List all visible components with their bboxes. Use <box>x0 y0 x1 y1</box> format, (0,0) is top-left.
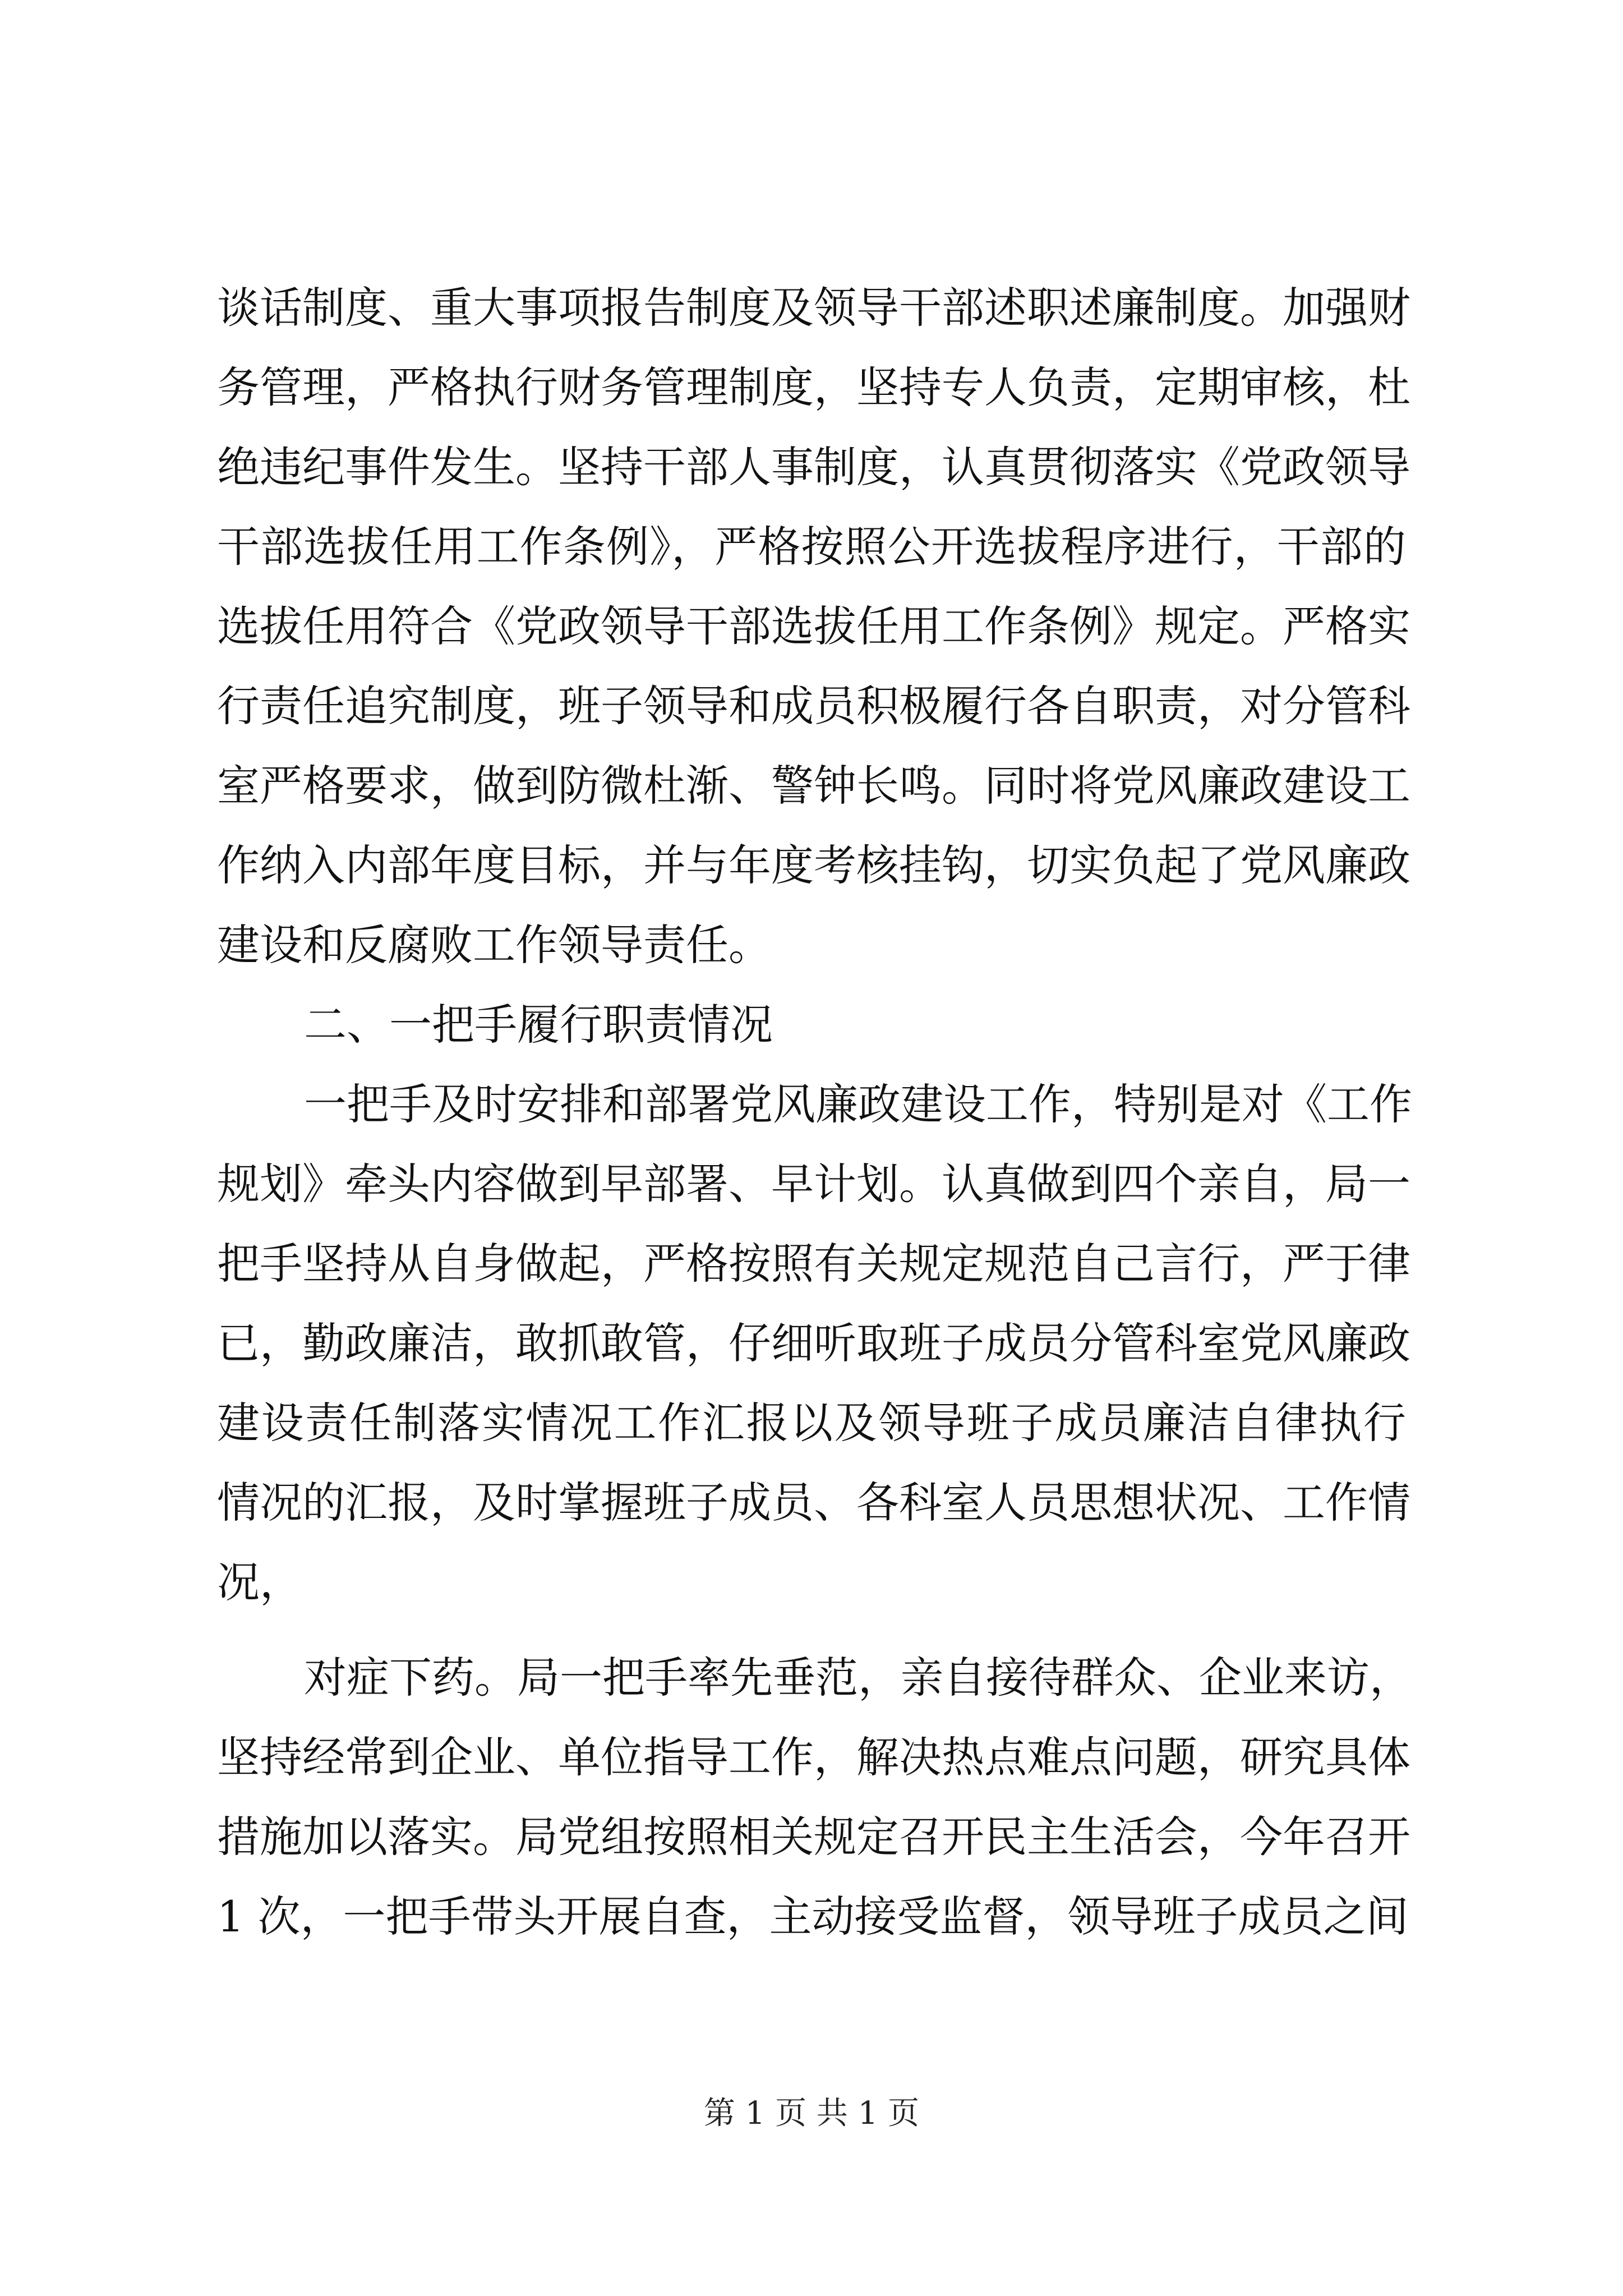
paragraph-gap <box>217 1622 1406 1638</box>
text-line: 措施加以落实。局党组按照相关规定召开民主生活会，今年召开 <box>217 1812 1410 1862</box>
text-line: 1 次，一把手带头开展自查，主动接受监督，领导班子成员之间 <box>217 1892 1409 1941</box>
text-line: 作纳入内部年度目标，并与年度考核挂钩，切实负起了党风廉政 <box>217 840 1410 890</box>
text-line: 室严格要求，做到防微杜渐、警钟长鸣。同时将党风廉政建设工 <box>217 761 1410 811</box>
text-line: 把手坚持从自身做起，严格按照有关规定规范自己言行，严于律 <box>217 1239 1410 1289</box>
text-line: 已，勤政廉洁，敢抓敢管，仔细听取班子成员分管科室党风廉政 <box>217 1318 1410 1368</box>
text-line: 规划》牵头内容做到早部署、早计划。认真做到四个亲自，局一 <box>217 1159 1410 1209</box>
text-line: 对症下药。局一把手率先垂范，亲自接待群众、企业来访， <box>304 1653 1412 1703</box>
text-line: 干部选拔任用工作条例》，严格按照公开选拔程序进行，干部的 <box>217 522 1406 572</box>
paragraph-2 <box>217 1065 1412 1622</box>
text-line: 务管理，严格执行财务管理制度，坚持专人负责，定期审核，杜 <box>217 362 1410 412</box>
text-line: 建设责任制落实情况工作汇报以及领导班子成员廉洁自律执行 <box>217 1398 1406 1448</box>
text-line: 行责任追究制度，班子领导和成员积极履行各自职责，对分管科 <box>217 681 1410 731</box>
document-body <box>217 268 1412 1957</box>
text-line: 一把手及时安排和部署党风廉政建设工作，特别是对《工作 <box>304 1079 1412 1129</box>
page-footer <box>0 2091 1623 2136</box>
paragraph-3 <box>217 1638 1412 1957</box>
section-heading: 二、一把手履行职责情况 <box>304 1000 773 1050</box>
text-line: 情况的汇报，及时掌握班子成员、各科室人员思想状况、工作情 <box>217 1478 1410 1527</box>
text-line: 谈话制度、重大事项报告制度及领导干部述职述廉制度。加强财 <box>217 283 1410 333</box>
text-line: 选拔任用符合《党政领导干部选拔任用工作条例》规定。严格实 <box>217 601 1410 651</box>
text-line: 建设和反腐败工作领导责任。 <box>217 920 771 970</box>
page-number-label: 第 1 页 共 1 页 <box>703 2095 920 2132</box>
paragraph-1 <box>217 268 1410 985</box>
text-line: 坚持经常到企业、单位指导工作，解决热点难点问题，研究具体 <box>217 1732 1410 1782</box>
text-line: 况， <box>217 1557 302 1607</box>
text-line: 绝违纪事件发生。坚持干部人事制度，认真贯彻落实《党政领导 <box>217 442 1410 492</box>
